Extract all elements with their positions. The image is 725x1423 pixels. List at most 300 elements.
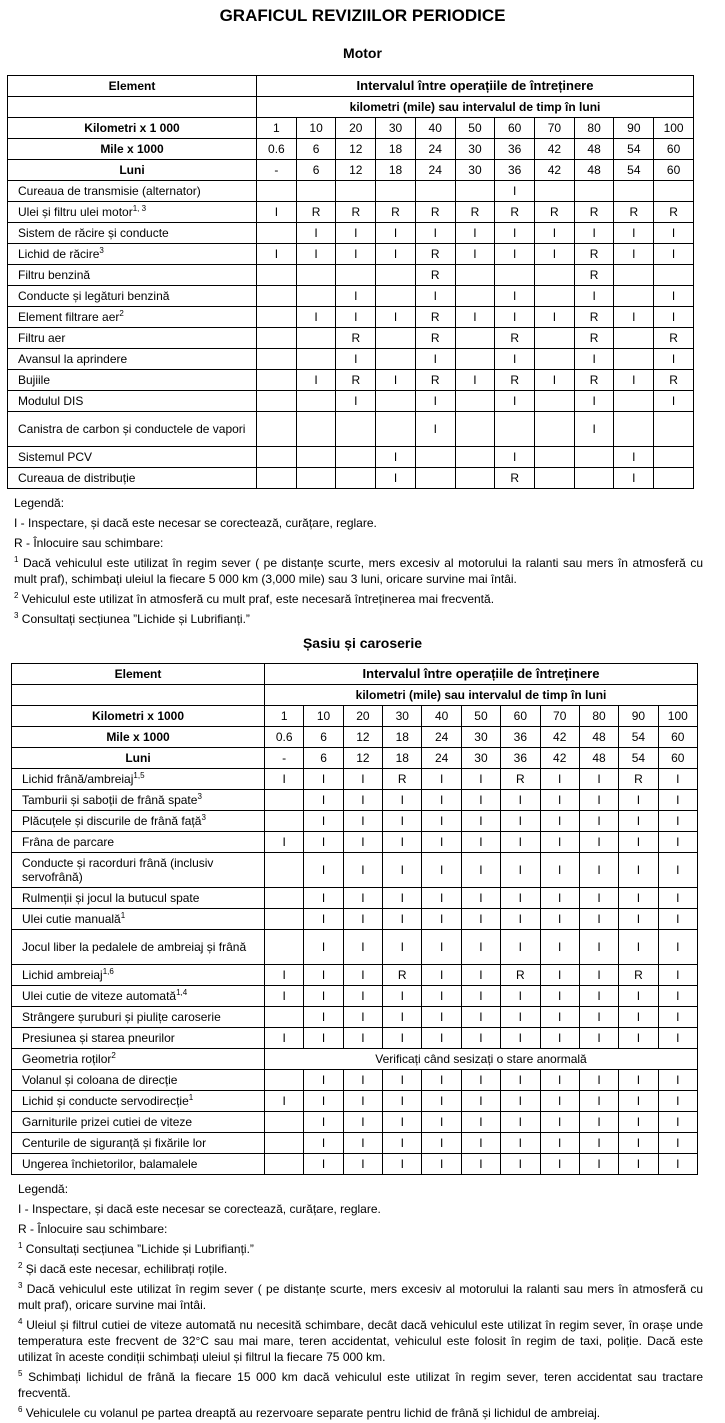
legend-text: I - Inspectare, și dacă este necesar se corectează, curățare, reglare. (18, 1202, 381, 1216)
table-row (12, 769, 698, 790)
schedule-cell (455, 286, 495, 307)
schedule-cell: I (540, 790, 579, 811)
schedule-cell (257, 307, 297, 328)
schedule-cell: I (619, 1007, 658, 1028)
schedule-cell: I (304, 790, 343, 811)
schedule-cell: I (296, 370, 336, 391)
schedule-cell: I (304, 1028, 343, 1049)
schedule-cell (574, 447, 614, 468)
schedule-cell (455, 447, 495, 468)
item-name: Ulei cutie de viteze automată (22, 989, 177, 1003)
schedule-cell: I (579, 769, 618, 790)
luni-row-value: 24 (415, 160, 455, 181)
legend-footnote-number: 1 (18, 1241, 23, 1250)
schedule-cell: I (296, 307, 336, 328)
schedule-cell: I (619, 1133, 658, 1154)
schedule-cell: I (383, 986, 422, 1007)
schedule-cell (535, 265, 575, 286)
schedule-cell: I (579, 1028, 618, 1049)
table-row (12, 1091, 698, 1112)
merged-note-cell: Verificați când sesizați o stare anormală (265, 1049, 698, 1070)
header-row (12, 664, 698, 685)
schedule-cell: I (343, 1007, 382, 1028)
schedule-cell: I (658, 965, 697, 986)
schedule-cell: I (343, 888, 382, 909)
item-name-cell (8, 328, 257, 349)
km-row-label: Kilometri x 1 000 (8, 118, 257, 139)
schedule-cell: R (614, 202, 654, 223)
schedule-cell: I (614, 223, 654, 244)
item-name: Ulei și filtru ulei motor (18, 205, 133, 219)
item-name-cell (12, 769, 265, 790)
schedule-cell: I (343, 853, 382, 888)
item-name-cell (12, 1133, 265, 1154)
item-name: Filtru aer (18, 331, 66, 345)
schedule-cell: I (304, 930, 343, 965)
schedule-cell: I (383, 1112, 422, 1133)
schedule-cell: I (540, 1133, 579, 1154)
schedule-cell: I (265, 832, 304, 853)
item-name-cell (8, 412, 257, 447)
mile-row-value: 36 (501, 727, 540, 748)
schedule-cell: I (376, 223, 416, 244)
schedule-cell: I (495, 447, 535, 468)
schedule-cell: I (654, 286, 694, 307)
schedule-cell: R (336, 328, 376, 349)
schedule-cell: I (304, 1154, 343, 1175)
table-row (8, 412, 694, 447)
schedule-cell: R (415, 265, 455, 286)
legend-item (18, 1241, 703, 1257)
item-name-cell (8, 447, 257, 468)
schedule-cell: I (658, 769, 697, 790)
schedule-cell: I (658, 1112, 697, 1133)
table-row (8, 370, 694, 391)
schedule-cell: I (495, 391, 535, 412)
schedule-cell: I (343, 1112, 382, 1133)
schedule-cell: I (257, 244, 297, 265)
schedule-cell: I (654, 223, 694, 244)
schedule-cell: I (614, 370, 654, 391)
schedule-cell: I (619, 1112, 658, 1133)
mile-row-value: 18 (383, 727, 422, 748)
mile-row-label: Mile x 1000 (8, 139, 257, 160)
schedule-cell: I (461, 1007, 500, 1028)
schedule-cell: I (422, 1112, 461, 1133)
schedule-cell: I (619, 832, 658, 853)
table-row (12, 909, 698, 930)
schedule-cell: I (383, 888, 422, 909)
km-row-value: 100 (658, 706, 697, 727)
element-header: Element (12, 664, 265, 685)
legend-text: Uleiul și filtrul cutiei de viteze automată nu necesită schimbare, decât dacă vehiculul este utilizat în regim sever, în orașe unde temperatura este frecvent de 32°C sau mai mare, teren accidentat, vehiculul este folosit în regim de taxi, poliție. Dacă este utilizat în aceste condiții schimbați uleiul și filtrul la fiecare 75 000 km. (18, 1318, 703, 1364)
item-name: Lichid de răcire (18, 247, 100, 261)
schedule-cell: R (336, 370, 376, 391)
item-name-cell (12, 832, 265, 853)
luni-row-label: Luni (12, 748, 265, 769)
schedule-cell (257, 349, 297, 370)
schedule-cell (265, 930, 304, 965)
km-row-value: 10 (304, 706, 343, 727)
schedule-cell: I (383, 853, 422, 888)
item-name: Lichid și conducte servodirecție (22, 1094, 189, 1108)
item-name-cell (8, 349, 257, 370)
schedule-cell (654, 265, 694, 286)
schedule-cell: I (658, 1070, 697, 1091)
luni-row-value: 54 (614, 160, 654, 181)
table-row (12, 832, 698, 853)
schedule-cell: I (304, 1091, 343, 1112)
item-name: Jocul liber la pedalele de ambreiaj și frână (22, 940, 247, 954)
schedule-cell (654, 468, 694, 489)
legend-item (18, 1221, 703, 1237)
item-name: Presiunea și starea pneurilor (22, 1031, 175, 1045)
schedule-cell: I (336, 286, 376, 307)
item-name: Garniturile prizei cutiei de viteze (22, 1115, 193, 1129)
schedule-cell: R (296, 202, 336, 223)
schedule-cell: I (579, 909, 618, 930)
schedule-cell: I (658, 853, 697, 888)
schedule-cell (535, 328, 575, 349)
schedule-cell: I (376, 468, 416, 489)
schedule-cell (265, 853, 304, 888)
schedule-cell: I (422, 832, 461, 853)
schedule-cell: R (415, 370, 455, 391)
schedule-cell (415, 447, 455, 468)
schedule-cell (535, 412, 575, 447)
schedule-cell: I (304, 888, 343, 909)
schedule-cell: I (422, 888, 461, 909)
km-row-value: 70 (540, 706, 579, 727)
schedule-cell: I (265, 769, 304, 790)
schedule-cell (257, 181, 297, 202)
schedule-cell (336, 181, 376, 202)
schedule-cell: I (495, 223, 535, 244)
mile-row-value: 0.6 (265, 727, 304, 748)
schedule-cell (296, 265, 336, 286)
schedule-cell: I (579, 790, 618, 811)
mile-row-label: Mile x 1000 (12, 727, 265, 748)
schedule-cell (265, 888, 304, 909)
schedule-cell (535, 447, 575, 468)
schedule-cell: I (654, 349, 694, 370)
schedule-cell: I (455, 244, 495, 265)
schedule-cell: R (574, 265, 614, 286)
item-name: Canistra de carbon și conductele de vapori (18, 422, 246, 436)
schedule-cell: I (455, 307, 495, 328)
table-row (12, 1133, 698, 1154)
schedule-cell: R (376, 202, 416, 223)
motor-maintenance-table (7, 75, 694, 489)
km-row-value: 20 (336, 118, 376, 139)
schedule-cell: R (501, 769, 540, 790)
schedule-cell: I (415, 223, 455, 244)
schedule-cell: I (461, 1028, 500, 1049)
schedule-cell: I (304, 965, 343, 986)
schedule-cell: I (343, 1091, 382, 1112)
schedule-cell (376, 181, 416, 202)
schedule-cell: I (574, 391, 614, 412)
schedule-cell: I (304, 811, 343, 832)
schedule-cell: R (495, 468, 535, 489)
legend-text: Vehiculele cu volanul pe partea dreaptă au rezervoare separate pentru lichid de frână și lichidul de ambreiaj. (22, 1406, 601, 1420)
schedule-cell (265, 1112, 304, 1133)
legend-text: R - Înlocuire sau schimbare: (14, 536, 164, 550)
schedule-cell (265, 1154, 304, 1175)
schedule-cell (296, 181, 336, 202)
mile-row-value: 0.6 (257, 139, 297, 160)
schedule-cell: R (501, 965, 540, 986)
item-name-cell (12, 909, 265, 930)
schedule-cell: I (579, 930, 618, 965)
luni-row-value: 24 (422, 748, 461, 769)
schedule-cell: I (579, 1091, 618, 1112)
luni-row-value: 18 (383, 748, 422, 769)
schedule-cell: I (461, 1112, 500, 1133)
schedule-cell: I (343, 769, 382, 790)
item-name: Modulul DIS (18, 394, 84, 408)
schedule-cell: I (579, 986, 618, 1007)
item-name: Strângere șuruburi și piulițe caroserie (22, 1010, 221, 1024)
schedule-cell: I (579, 853, 618, 888)
schedule-cell: I (658, 1133, 697, 1154)
legend-title: Legendă: (14, 496, 65, 510)
schedule-cell: I (461, 811, 500, 832)
schedule-cell: I (461, 790, 500, 811)
schedule-cell: I (501, 986, 540, 1007)
item-name: Bujiile (18, 373, 51, 387)
legend-text: Schimbați lichidul de frână la fiecare 15 000 km dacă vehiculul este utilizat în regim sever, teren accidentat sau tractare frecventă. (18, 1370, 703, 1400)
luni-row-value: 12 (336, 160, 376, 181)
mile-row-value: 30 (461, 727, 500, 748)
schedule-cell: I (574, 349, 614, 370)
schedule-cell: R (574, 244, 614, 265)
item-name: Frâna de parcare (22, 835, 115, 849)
table-row (12, 1070, 698, 1091)
schedule-cell (265, 1007, 304, 1028)
km-row-value: 100 (654, 118, 694, 139)
mile-row-value: 30 (455, 139, 495, 160)
schedule-cell: I (383, 1133, 422, 1154)
schedule-cell: I (257, 202, 297, 223)
schedule-cell (535, 286, 575, 307)
luni-row-label: Luni (8, 160, 257, 181)
schedule-cell: I (383, 811, 422, 832)
schedule-cell (296, 468, 336, 489)
legend-item (14, 611, 703, 627)
schedule-cell: I (461, 930, 500, 965)
schedule-cell: I (461, 1154, 500, 1175)
interval-subheader: kilometri (mile) sau intervalul de timp în luni (265, 685, 698, 706)
table-row (12, 853, 698, 888)
km-row-value: 60 (495, 118, 535, 139)
schedule-cell (296, 328, 336, 349)
schedule-cell (654, 181, 694, 202)
mile-row (8, 139, 694, 160)
schedule-cell: R (654, 370, 694, 391)
table-row (8, 391, 694, 412)
motor-section-title: Motor (343, 45, 382, 61)
schedule-cell: I (540, 909, 579, 930)
schedule-cell: R (495, 328, 535, 349)
luni-row-value: 36 (501, 748, 540, 769)
schedule-cell: I (383, 1007, 422, 1028)
legend-footnote-number: 4 (18, 1317, 23, 1326)
schedule-cell: I (535, 370, 575, 391)
schedule-cell (257, 286, 297, 307)
luni-row-value: 48 (574, 160, 614, 181)
luni-row-value: 30 (455, 160, 495, 181)
schedule-cell: I (422, 965, 461, 986)
item-name-cell (8, 244, 257, 265)
schedule-cell: R (336, 202, 376, 223)
km-row-label: Kilometri x 1000 (12, 706, 265, 727)
schedule-cell (376, 349, 416, 370)
schedule-cell (257, 328, 297, 349)
schedule-cell: I (579, 1007, 618, 1028)
schedule-cell (535, 391, 575, 412)
blank-cell (12, 685, 265, 706)
item-name-cell (8, 370, 257, 391)
luni-row-value: 42 (535, 160, 575, 181)
item-name-cell (12, 853, 265, 888)
schedule-cell: I (422, 930, 461, 965)
legend-item (18, 1281, 703, 1313)
schedule-cell: I (422, 790, 461, 811)
table-row (8, 286, 694, 307)
legend-text: Consultați secțiunea ”Lichide și Lubrifianți.” (18, 612, 250, 626)
schedule-cell (376, 286, 416, 307)
legend-footnote-number: 1 (14, 555, 19, 564)
schedule-cell: I (383, 790, 422, 811)
schedule-cell: R (415, 328, 455, 349)
legend-footnote-number: 2 (18, 1261, 23, 1270)
schedule-cell: I (265, 1091, 304, 1112)
legend-footnote-number: 5 (18, 1369, 23, 1378)
item-name: Ulei cutie manuală (22, 912, 121, 926)
schedule-cell: I (501, 832, 540, 853)
item-name-cell (8, 468, 257, 489)
legend-footnote-number: 6 (18, 1405, 23, 1414)
schedule-cell: I (658, 1007, 697, 1028)
schedule-cell (455, 391, 495, 412)
legend-item (14, 535, 703, 551)
schedule-cell: I (579, 888, 618, 909)
schedule-cell: I (304, 1133, 343, 1154)
km-row-value: 60 (501, 706, 540, 727)
schedule-cell: I (574, 412, 614, 447)
schedule-cell (455, 349, 495, 370)
schedule-cell: I (336, 244, 376, 265)
legend-item (18, 1201, 703, 1217)
schedule-cell: I (343, 1133, 382, 1154)
mile-row-value: 12 (336, 139, 376, 160)
km-row-value: 40 (415, 118, 455, 139)
item-footnote-ref: 1,4 (176, 988, 188, 997)
schedule-cell: R (619, 769, 658, 790)
schedule-cell: I (619, 1091, 658, 1112)
mile-row-value: 54 (619, 727, 658, 748)
schedule-cell: I (383, 832, 422, 853)
item-name-cell (12, 1091, 265, 1112)
schedule-cell: I (540, 965, 579, 986)
schedule-cell: I (495, 244, 535, 265)
schedule-cell (336, 412, 376, 447)
legend-item (14, 591, 703, 607)
schedule-cell (265, 909, 304, 930)
schedule-cell: I (501, 1070, 540, 1091)
table-row (8, 202, 694, 223)
item-name-cell (12, 1070, 265, 1091)
schedule-cell: I (461, 986, 500, 1007)
schedule-cell: I (415, 412, 455, 447)
schedule-cell: I (501, 853, 540, 888)
luni-row (8, 160, 694, 181)
schedule-cell (614, 265, 654, 286)
schedule-cell: I (304, 909, 343, 930)
schedule-cell (296, 391, 336, 412)
schedule-cell: I (658, 1091, 697, 1112)
schedule-cell: I (501, 1028, 540, 1049)
schedule-cell: I (619, 930, 658, 965)
schedule-cell (614, 181, 654, 202)
item-name-cell (8, 391, 257, 412)
schedule-cell: I (495, 349, 535, 370)
mile-row (12, 727, 698, 748)
table-row (12, 790, 698, 811)
schedule-cell: I (540, 1007, 579, 1028)
schedule-cell (415, 468, 455, 489)
schedule-cell: I (619, 1070, 658, 1091)
item-name: Filtru benzină (18, 268, 91, 282)
schedule-cell: R (415, 244, 455, 265)
legend-text: R - Înlocuire sau schimbare: (18, 1222, 168, 1236)
subheader-row (12, 685, 698, 706)
item-name: Volanul și coloana de direcție (22, 1073, 178, 1087)
km-row (8, 118, 694, 139)
item-name-cell (12, 986, 265, 1007)
schedule-cell: I (376, 307, 416, 328)
mile-row-value: 54 (614, 139, 654, 160)
schedule-cell: I (540, 930, 579, 965)
table-row (12, 965, 698, 986)
luni-row-value: 6 (304, 748, 343, 769)
table-row (12, 888, 698, 909)
schedule-cell: I (422, 1154, 461, 1175)
item-footnote-ref: 3 (197, 792, 202, 801)
schedule-cell (455, 412, 495, 447)
sasiu-legend (0, 1181, 725, 1421)
schedule-cell (336, 468, 376, 489)
schedule-cell: I (422, 1007, 461, 1028)
table-row (12, 1007, 698, 1028)
item-name-cell (12, 1007, 265, 1028)
km-row-value: 20 (343, 706, 382, 727)
luni-row-value: 30 (461, 748, 500, 769)
table-row (12, 1112, 698, 1133)
item-name-cell (8, 223, 257, 244)
schedule-cell: I (461, 832, 500, 853)
table-row (12, 1028, 698, 1049)
schedule-cell: R (574, 307, 614, 328)
item-name-cell (8, 202, 257, 223)
schedule-cell: I (614, 307, 654, 328)
schedule-cell: I (614, 468, 654, 489)
interval-header: Intervalul între operațiile de întreținere (257, 76, 694, 97)
schedule-cell: I (619, 811, 658, 832)
item-name: Conducte și racorduri frână (inclusiv servofrână) (22, 856, 214, 884)
legend-text: Dacă vehiculul este utilizat în regim sever ( pe distanțe scurte, mers excesiv al motorului la ralanti sau mers în atmosferă cu mult praf), schimbați uleiul la fiecare 5 000 km (3,000 mile) sau 3 luni, oricare survine mai întâi. (14, 556, 703, 586)
